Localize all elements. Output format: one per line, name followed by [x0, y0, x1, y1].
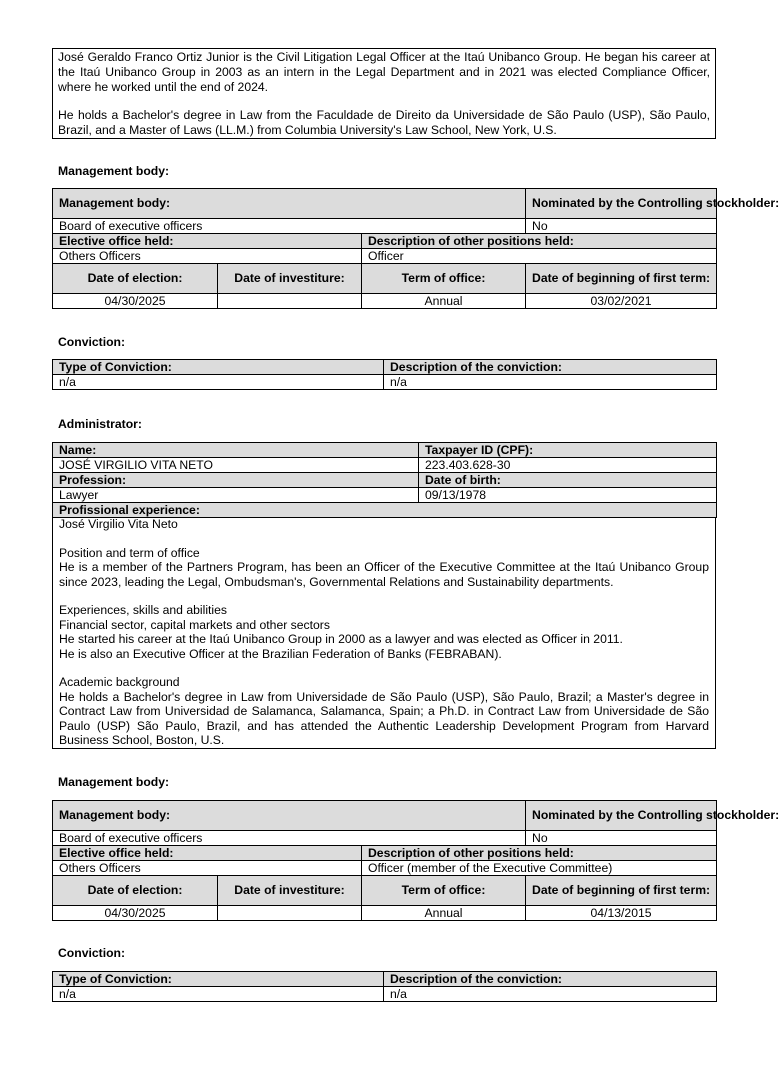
- experience-name: José Virgilio Vita Neto: [59, 517, 178, 531]
- elective-office-label: Elective office held:: [53, 234, 362, 249]
- name-value: JOSÉ VIRGILIO VITA NETO: [53, 458, 419, 473]
- elective-office-value-2: Others Officers: [53, 861, 362, 876]
- academic-title: Academic background: [59, 675, 180, 690]
- description-conviction-value: n/a: [384, 375, 717, 390]
- date-investiture-value-2: [218, 906, 362, 921]
- skills-line-2: He started his career at the Itaú Unibanco Group in 2000 as a lawyer and was elected as Officer in 2011.: [59, 632, 623, 647]
- management-body-table: [52, 188, 779, 309]
- description-conviction-value-2: n/a: [384, 987, 717, 1002]
- elective-office-label-2: Elective office held:: [53, 846, 362, 861]
- administrator-heading: Administrator:: [58, 417, 142, 431]
- date-election-value-2: 04/30/2025: [53, 906, 218, 921]
- term-office-label: Term of office:: [362, 264, 526, 294]
- skills-line-3: He is also an Executive Officer at the Brazilian Federation of Banks (FEBRABAN).: [59, 646, 502, 661]
- profession-value: Lawyer: [53, 488, 419, 503]
- date-birth-value: 09/13/1978: [419, 488, 717, 503]
- term-office-value: Annual: [362, 294, 526, 309]
- type-conviction-label: Type of Conviction:: [53, 360, 384, 375]
- date-investiture-label: Date of investiture:: [218, 264, 362, 294]
- other-positions-value: Officer: [362, 249, 717, 264]
- other-positions-label-2: Description of other positions held:: [362, 846, 717, 861]
- date-investiture-label-2: Date of investiture:: [218, 876, 362, 906]
- type-conviction-label-2: Type of Conviction:: [53, 972, 384, 987]
- academic-text: He holds a Bachelor's degree in Law from Universidade de São Paulo (USP), São Paulo, Brazil; a Master's degree in Contract Law from Universidad de Salamanca, Salamanca, Spain; a Ph.D. in Contract Law from Universidade de São Paulo (USP) São Paulo, Brazil, and has attended the Authentic Leadership Development Program from Harvard Business School, Boston, U.S.: [59, 689, 709, 748]
- taxpayer-label: Taxpayer ID (CPF):: [419, 443, 717, 458]
- skills-title: Experiences, skills and abilities: [59, 603, 227, 618]
- date-election-label-2: Date of election:: [53, 876, 218, 906]
- date-beginning-value: 03/02/2021: [526, 294, 717, 309]
- other-positions-label: Description of other positions held:: [362, 234, 717, 249]
- conviction-heading: Conviction:: [58, 335, 126, 349]
- management-body-heading-2: Management body:: [58, 775, 170, 789]
- management-body-label-2: Management body:: [53, 801, 526, 831]
- date-beginning-label: Date of beginning of first term:: [526, 264, 717, 294]
- professional-experience-body: [52, 517, 716, 749]
- description-conviction-label: Description of the conviction:: [384, 360, 717, 375]
- elective-office-value: Others Officers: [53, 249, 362, 264]
- nominated-label-2: Nominated by the Controlling stockholder:: [526, 801, 717, 831]
- term-office-value-2: Annual: [362, 906, 526, 921]
- conviction-heading-2: Conviction:: [58, 946, 126, 960]
- name-label: Name:: [53, 443, 419, 458]
- date-beginning-label-2: Date of beginning of first term:: [526, 876, 717, 906]
- description-conviction-label-2: Description of the conviction:: [384, 972, 717, 987]
- type-conviction-value-2: n/a: [53, 987, 384, 1002]
- taxpayer-value: 223.403.628-30: [419, 458, 717, 473]
- date-election-value: 04/30/2025: [53, 294, 218, 309]
- nominated-value-2: No: [526, 831, 717, 846]
- management-body-heading: Management body:: [58, 164, 170, 178]
- management-body-table-2: [52, 800, 779, 921]
- conviction-table-2: [52, 971, 717, 1002]
- other-positions-value-2: Officer (member of the Executive Committee): [362, 861, 717, 876]
- term-office-label-2: Term of office:: [362, 876, 526, 906]
- nominated-value: No: [526, 219, 717, 234]
- position-title: Position and term of office: [59, 545, 200, 560]
- administrator-table: [52, 442, 717, 518]
- date-investiture-value: [218, 294, 362, 309]
- intro-paragraph-1: José Geraldo Franco Ortiz Junior is the Civil Litigation Legal Officer at the Itaú Unibanco Group. He began his career at the Itaú Unibanco Group in 2003 as an intern in the Legal Department and in 2021 was elected Compliance Officer, where he worked until the end of 2024.: [58, 50, 710, 94]
- date-election-label: Date of election:: [53, 264, 218, 294]
- management-body-value: Board of executive officers: [53, 219, 526, 234]
- skills-line-1: Financial sector, capital markets and other sectors: [59, 617, 330, 632]
- profession-label: Profession:: [53, 473, 419, 488]
- management-body-label: Management body:: [53, 189, 526, 219]
- professional-experience-label: Profissional experience:: [53, 503, 717, 518]
- conviction-table: [52, 359, 717, 390]
- type-conviction-value: n/a: [53, 375, 384, 390]
- date-beginning-value-2: 04/13/2015: [526, 906, 717, 921]
- position-text: He is a member of the Partners Program, has been an Officer of the Executive Committee at the Itaú Unibanco Group since 2023, leading the Legal, Ombudsman's, Governmental Relations and Sustainability departments.: [59, 560, 709, 589]
- nominated-label: Nominated by the Controlling stockholder:: [526, 189, 717, 219]
- date-birth-label: Date of birth:: [419, 473, 717, 488]
- management-body-value-2: Board of executive officers: [53, 831, 526, 846]
- intro-paragraph-2: He holds a Bachelor's degree in Law from the Faculdade de Direito da Universidade de São Paulo (USP), São Paulo, Brazil, and a Master of Laws (LL.M.) from Columbia University's Law School, New York, U.S.: [58, 108, 710, 137]
